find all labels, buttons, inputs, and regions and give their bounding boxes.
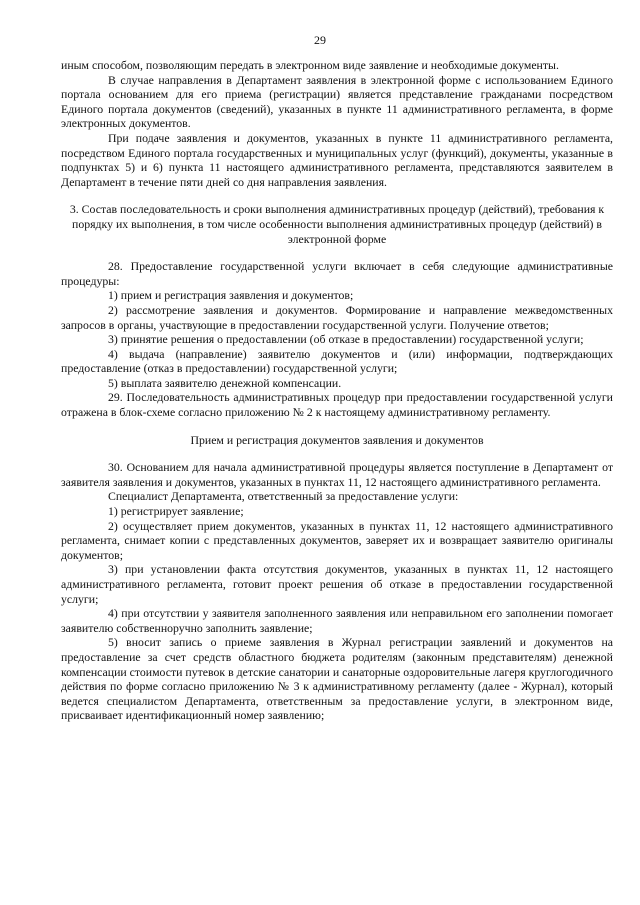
paragraph-30: 30. Основанием для начала административной процедуры является поступление в Департамент от заявителя заявления и документов, указанных в пунктах 11, 12 настоящего административного регламента.	[61, 460, 613, 489]
paragraph-continuation: иным способом, позволяющим передать в электронном виде заявление и необходимые документы.	[61, 58, 559, 72]
duty-item-5: 5) вносит запись о приеме заявления в Журнал регистрации заявлений и документов на предоставление за счет средств областного бюджета родителям (законным представителям) денежной компенсации стоимости путевок в детские санатории и санаторные оздоровительные лагеря круглогодичного действия по форме согласно приложению № 3 к административному регламенту (далее - Журнал), который ведется специалистом Департамента, ответственным за предоставление услуги, в электронном виде, присваивает идентификационный номер заявлению;	[61, 635, 613, 723]
subsection-heading: Прием и регистрация документов заявления и документов	[190, 432, 484, 447]
page-number: 29	[314, 33, 326, 47]
list-item-3: 3) принятие решения о предоставлении (об отказе в предоставлении) государственной услуги;	[108, 332, 584, 347]
duty-item-2: 2) осуществляет прием документов, указанных в пунктах 11, 12 настоящего административного регламента, снимает копии с представленных документов, заверяет их и возвращает заявителю оригиналы документов;	[61, 518, 613, 562]
document-body	[61, 58, 613, 723]
duty-item-1: 1) регистрирует заявление;	[108, 504, 244, 519]
paragraph-29: 29. Последовательность административных процедур при предоставлении государственной услуги отражена в блок-схеме согласно приложению № 2 к настоящему административному регламенту.	[61, 390, 613, 420]
list-item-4: 4) выдача (направление) заявителю документов и (или) информации, подтверждающих предоставление (отказ в предоставлении) государственной услуги;	[61, 346, 613, 376]
duty-item-3: 3) при установлении факта отсутствия документов, указанных в пунктах 11, 12 настоящего административного регламента, готовит проект решения об отказе в предоставлении государственной услуги;	[61, 562, 613, 606]
section-heading-3: 3. Состав последовательность и сроки выполнения административных процедур (действий), требования к порядку их выполнения, в том числе особенности выполнения административных процедур (действий) в электронной форме	[69, 202, 605, 246]
paragraph-specialist: Специалист Департамента, ответственный за предоставление услуги:	[108, 489, 459, 504]
paragraph-28: 28. Предоставление государственной услуги включает в себя следующие административные процедуры:	[61, 259, 613, 288]
paragraph-electronic-submission: В случае направления в Департамент заявления в электронной форме с использованием Единого портала основанием для его приема (регистрации) является представление гражданами посредством Единого портала документов (сведений), указанных в пункте 11 административного регламента, в форме электронных документов.	[61, 72, 613, 131]
list-item-1: 1) прием и регистрация заявления и документов;	[108, 288, 354, 303]
paragraph-portal-documents: При подаче заявления и документов, указанных в пункте 11 административного регламента, посредством Единого портала государственных и муниципальных услуг (функций), документы, указанные в подпунктах 5) и 6) пункта 11 настоящего административного регламента, представляются заявителем в Департамент в течение пяти дней со дня направления заявления.	[61, 130, 613, 189]
duty-item-4: 4) при отсутствии у заявителя заполненного заявления или неправильном его заполнении помогает заявителю собственноручно заполнить заявление;	[61, 606, 613, 635]
list-item-2: 2) рассмотрение заявления и документов. Формирование и направление межведомственных запросов в органы, участвующие в предоставлении государственной услуги. Получение ответов;	[61, 302, 613, 332]
list-item-5: 5) выплата заявителю денежной компенсации.	[108, 375, 342, 390]
